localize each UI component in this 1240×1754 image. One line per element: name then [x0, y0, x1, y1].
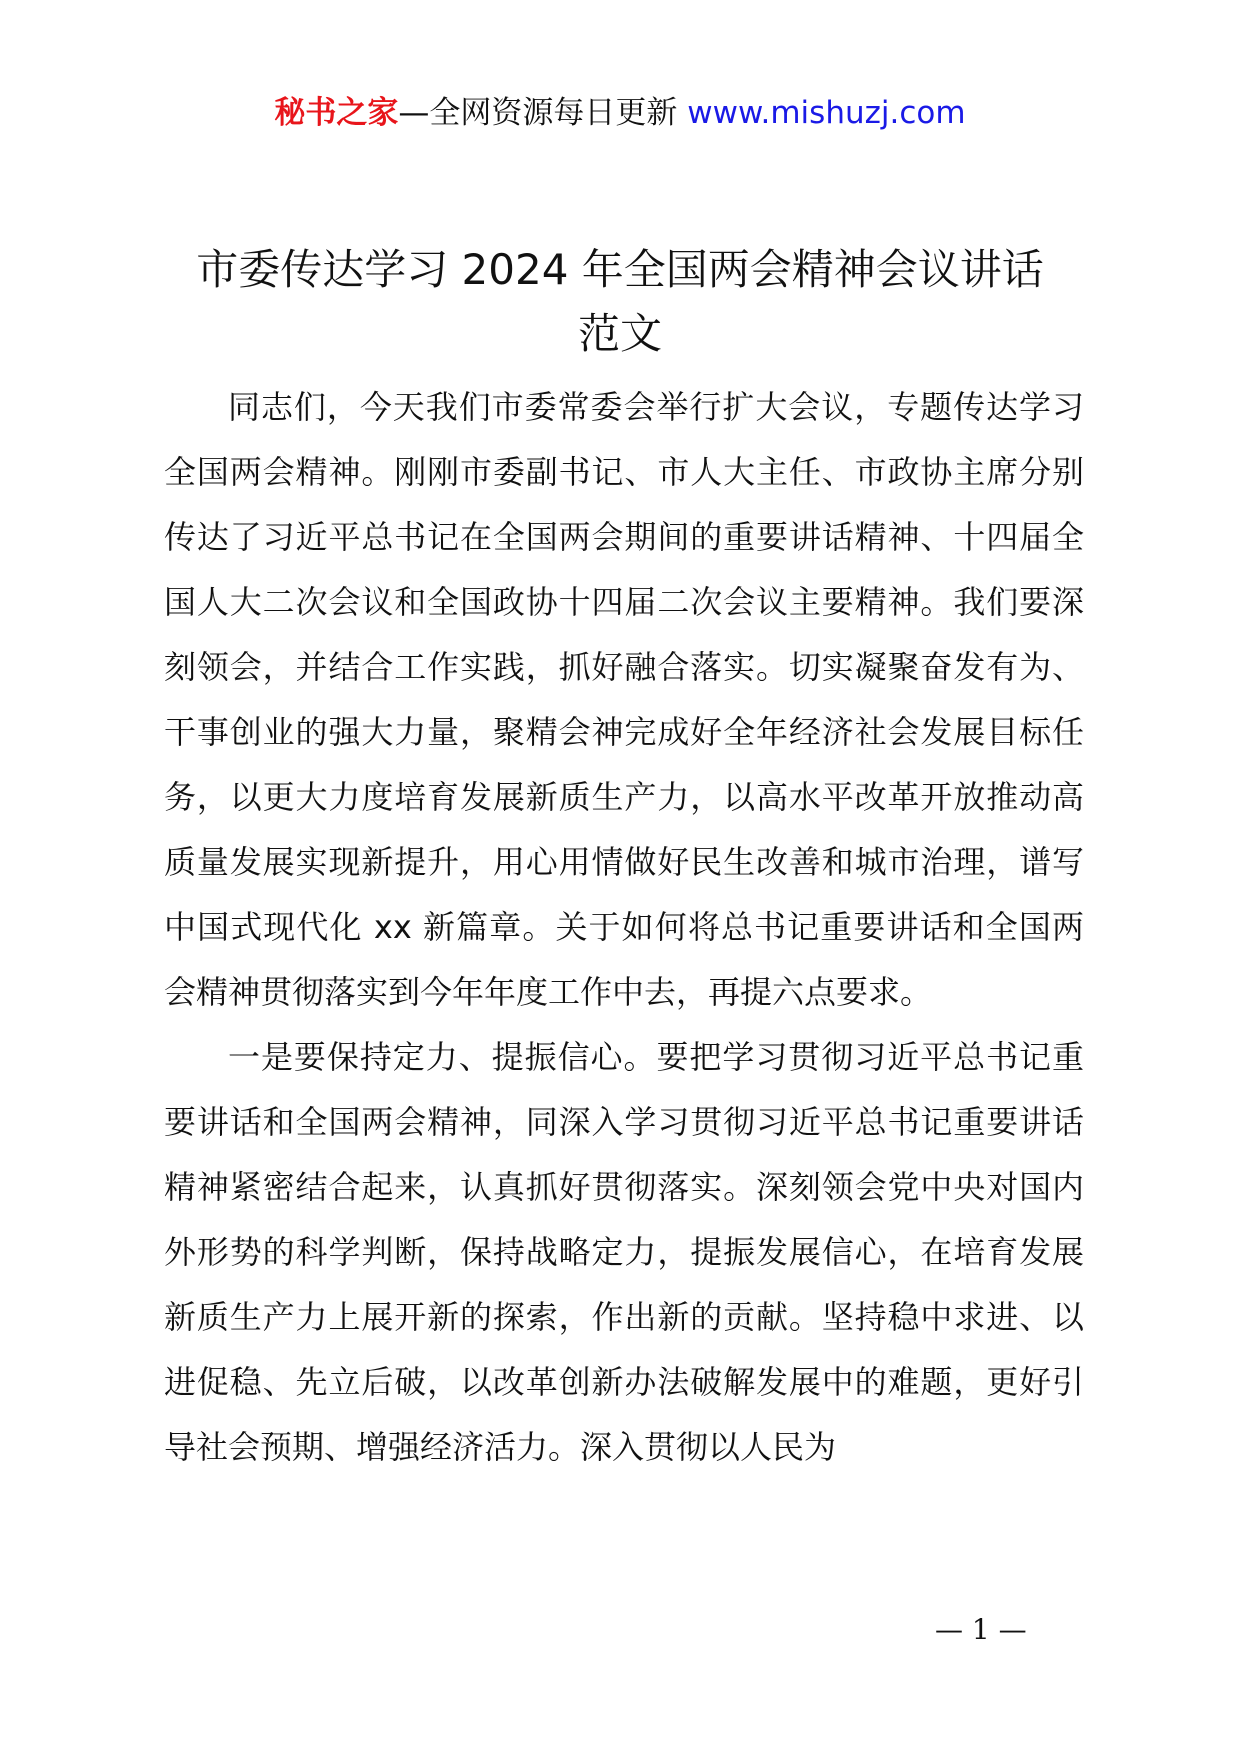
paragraph-intro: 同志们，今天我们市委常委会举行扩大会议，专题传达学习全国两会精神。刚刚市委副书记、市人大主任、市政协主席分别传达了习近平总书记在全国两会期间的重要讲话精神、十四届全国人大二次会议和全国政协十四届二次会议主要精神。我们要深刻领会，并结合工作实践，抓好融合落实。切实凝聚奋发有为、干事创业的强大力量，聚精会神完成好全年经济社会发展目标任务，以更大力度培育发展新质生产力，以高水平改革开放推动高质量发展实现新提升，用心用情做好民生改善和城市治理，谱写中国式现代化 xx 新篇章。关于如何将总书记重要讲话和全国两会精神贯彻落实到今年年度工作中去，再提六点要求。	[164, 388, 1084, 1011]
site-url-link[interactable]: www.mishuzj.com	[687, 95, 966, 131]
document-title-line-1: 市委传达学习 2024 年全国两会精神会议讲话	[196, 245, 1044, 294]
document-body	[164, 375, 1084, 1480]
document-title	[140, 238, 1100, 366]
site-header	[0, 92, 1240, 134]
paragraph-point-one: 一是要保持定力、提振信心。要把学习贯彻习近平总书记重要讲话和全国两会精神，同深入学习贯彻习近平总书记重要讲话精神紧密结合起来，认真抓好贯彻落实。深刻领会党中央对国内外形势的科学判断，保持战略定力，提振发展信心，在培育发展新质生产力上展开新的探索，作出新的贡献。坚持稳中求进、以进促稳、先立后破，以改革创新办法破解发展中的难题，更好引导社会预期、增强经济活力。深入贯彻以人民为	[164, 1038, 1084, 1466]
page-number: — 1 —	[935, 1613, 1027, 1646]
site-brand: 秘书之家	[274, 95, 399, 131]
document-title-line-2: 范文	[577, 309, 662, 358]
site-slogan: —全网资源每日更新	[398, 95, 678, 131]
